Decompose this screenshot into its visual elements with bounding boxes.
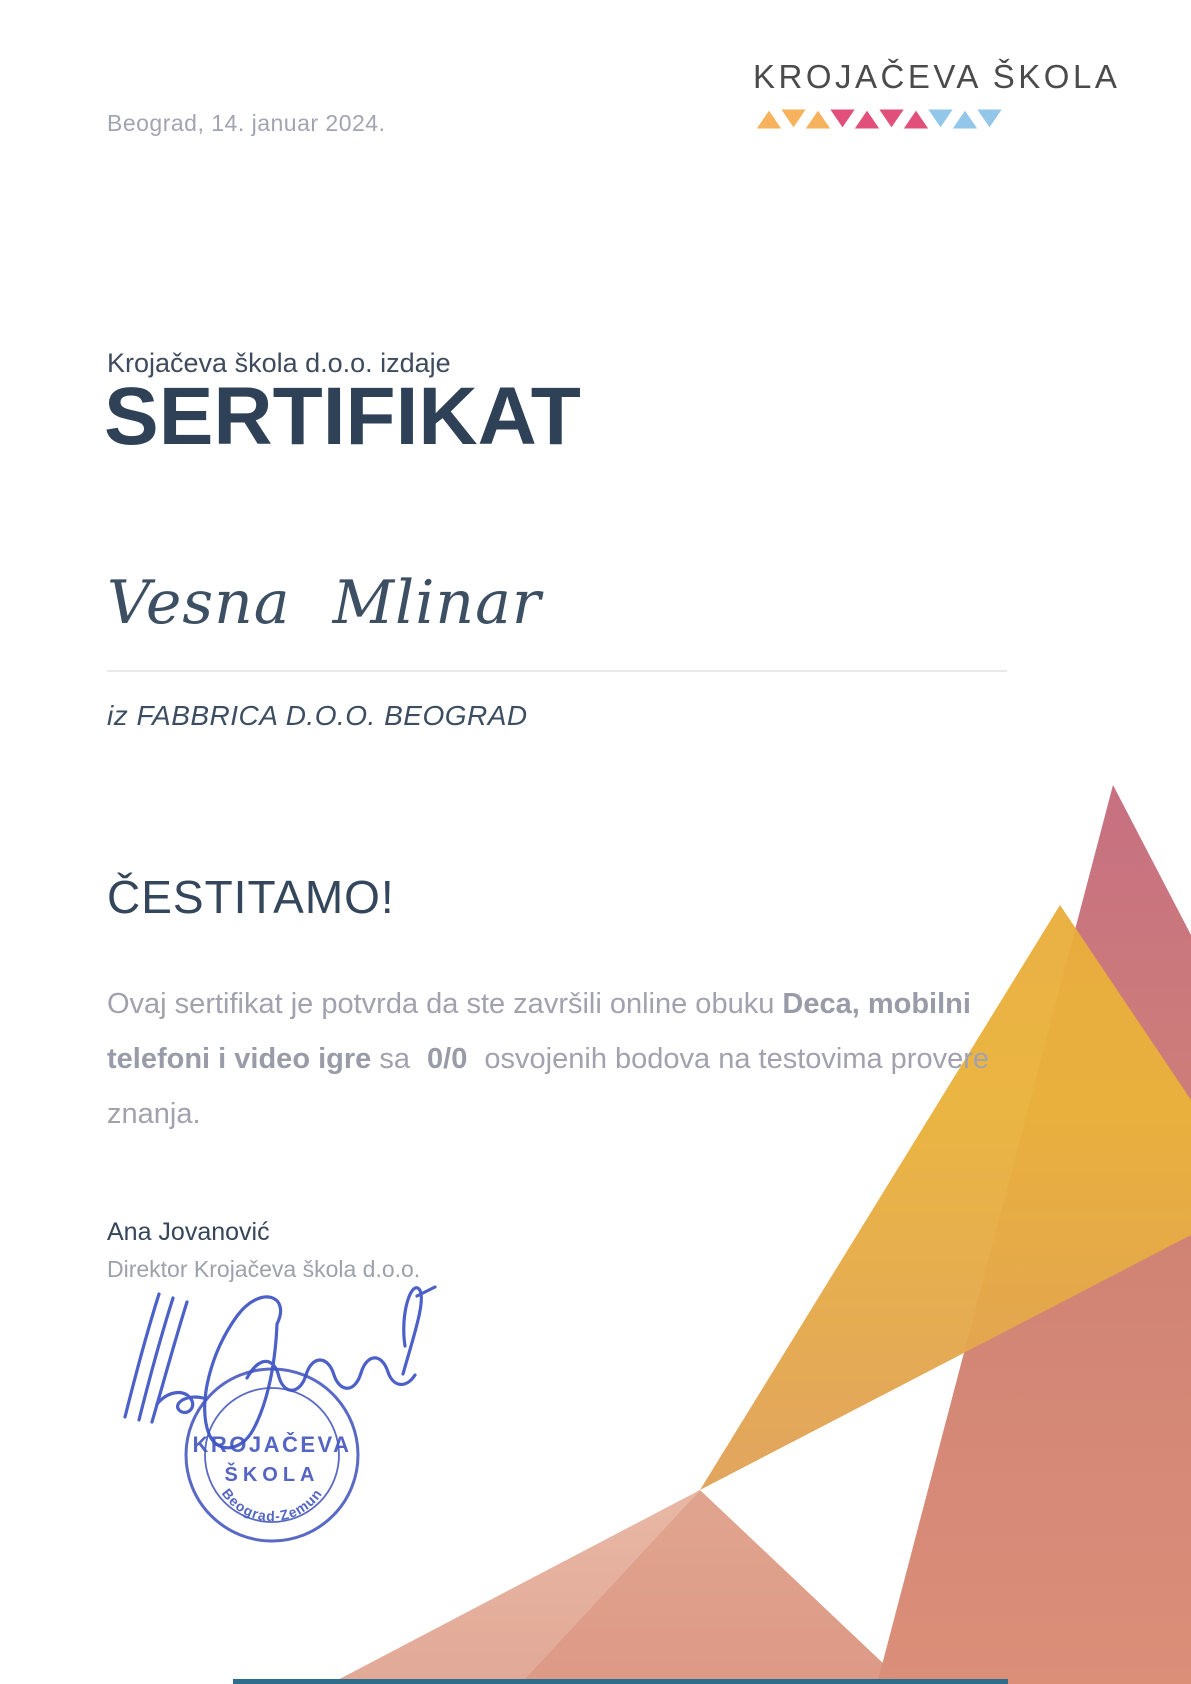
body-prefix: Ovaj sertifikat je potvrda da ste završili online obuku: [107, 988, 783, 1020]
signature-block: [95, 1282, 475, 1572]
name-underline: [107, 670, 1007, 672]
congrats-paragraph: [107, 977, 1042, 1142]
signatory-role: Direktor Krojačeva škola d.o.o.: [107, 1256, 421, 1282]
signatory-name: Ana Jovanović: [107, 1218, 270, 1246]
svg-text:Beograd-Zemun: [219, 1485, 325, 1524]
date-line: Beograd, 14. januar 2024.: [107, 110, 386, 136]
logo-triangles-icon: [753, 107, 1003, 131]
logo-text: KROJAČEVA ŠKOLA: [753, 58, 1121, 95]
certificate-title: SERTIFIKAT: [104, 371, 581, 462]
stamp-bottom-text: Beograd-Zemun: [218, 1485, 326, 1525]
stamp-line1: KROJAČEVA: [192, 1432, 352, 1457]
body-suffix: osvojenih bodova na testovima provere znanja.: [107, 1043, 989, 1130]
signature-ink: [125, 1287, 435, 1448]
stamp-line2: ŠKOLA: [224, 1464, 320, 1486]
course-name: Deca, mobilni telefoni i video igre: [107, 988, 971, 1075]
congrats-heading: ČESTITAMO!: [107, 871, 395, 923]
logo: [753, 58, 1121, 131]
score-value: 0/0: [427, 1043, 468, 1075]
issuer-line: Krojačeva škola d.o.o. izdaje: [107, 348, 451, 378]
recipient-origin: iz FABBRICA D.O.O. BEOGRAD: [107, 700, 528, 731]
body-mid: sa: [371, 1043, 419, 1075]
recipient-name: Vesna Mlinar: [107, 568, 542, 638]
